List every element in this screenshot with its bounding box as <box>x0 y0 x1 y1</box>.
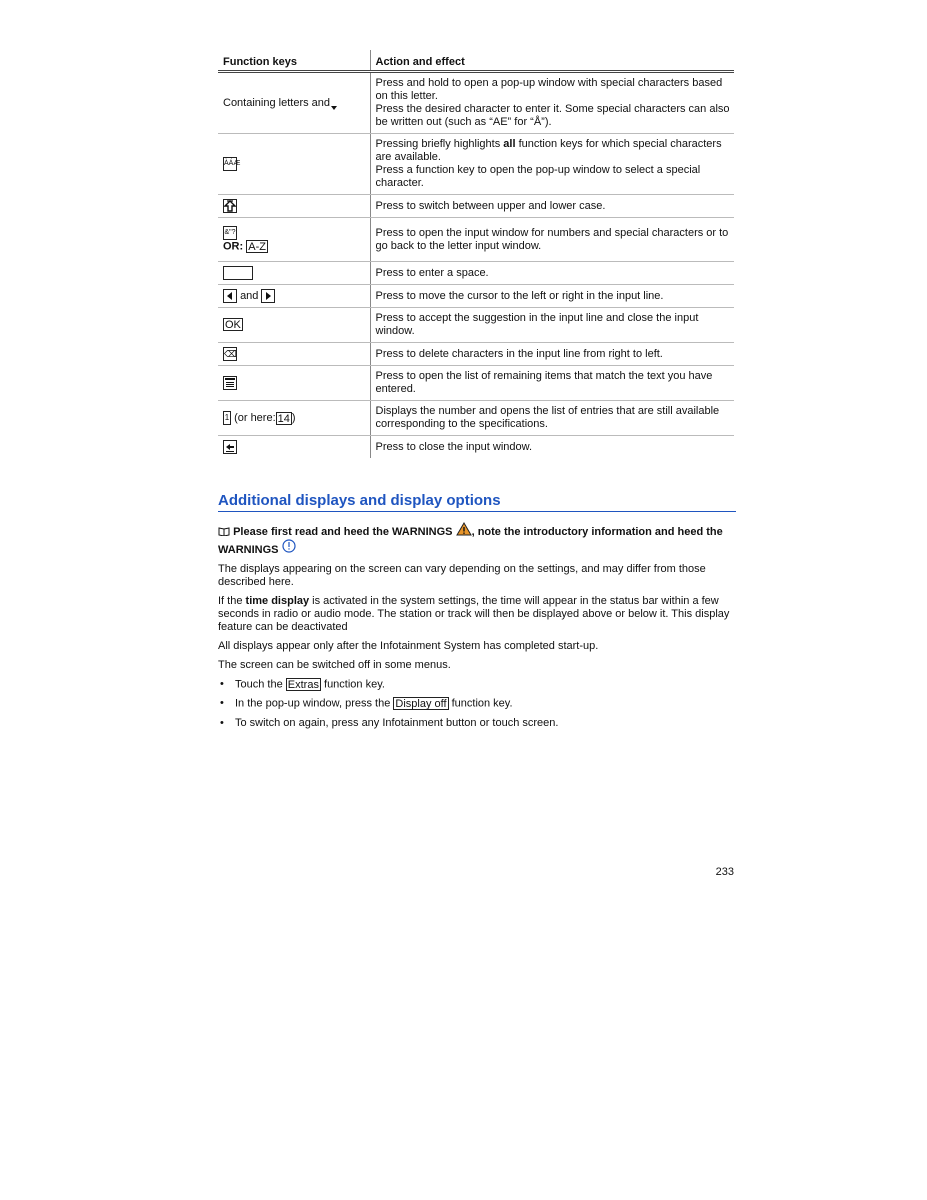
backspace-icon: ⌫ <box>224 349 237 359</box>
display-off-key: Display off <box>395 698 447 711</box>
action-cell: Press to switch between upper and lower case. <box>370 195 734 218</box>
warning-triangle-icon <box>456 522 472 536</box>
key-text: Containing letters and <box>223 96 331 109</box>
warn-text: Please first read and heed the WARNINGS <box>233 526 453 538</box>
action-cell: Press to enter a space. <box>370 262 734 285</box>
step-text: function key. <box>320 678 385 691</box>
key-cell <box>218 401 370 436</box>
p2-text: If the <box>218 595 246 607</box>
header-action-effect: Action and effect <box>370 50 734 72</box>
key-cell <box>218 308 370 343</box>
action-cell: Press to delete characters in the input line from right to left. <box>370 343 734 366</box>
warnings-note <box>218 522 736 557</box>
table-row <box>218 343 734 366</box>
section-title: Additional displays and display options <box>218 492 736 512</box>
arrow-left-icon <box>223 289 237 303</box>
special-chars-icon: ÀÁÆ <box>223 157 237 171</box>
table-row <box>218 218 734 262</box>
action-cell: Press to move the cursor to the left or right in the input line. <box>370 285 734 308</box>
table-row <box>218 436 734 459</box>
key-cell <box>218 218 370 262</box>
action-cell: Press to accept the suggestion in the input line and close the input window. <box>370 308 734 343</box>
step-text: To switch on again, press any Infotainment button or touch screen. <box>235 716 559 729</box>
step-text: Touch the <box>235 678 286 691</box>
function-keys-table <box>218 50 734 458</box>
table-header-row <box>218 50 734 72</box>
action-text: function keys for which special characters are available. Press a function key to open the pop-up window to select a special character. <box>375 138 722 189</box>
step-text: function key. <box>448 697 513 710</box>
paragraph-2 <box>218 595 736 634</box>
function-keys-table-wrap <box>218 50 736 458</box>
table-row <box>218 308 734 343</box>
list-item <box>218 678 736 691</box>
book-icon <box>218 526 230 536</box>
paragraph-3: All displays appear only after the Infotainment System has completed start-up. <box>218 640 599 652</box>
list-item <box>218 717 736 730</box>
key-cell <box>218 285 370 308</box>
bullet: • <box>220 678 224 690</box>
header-function-keys: Function keys <box>218 50 370 72</box>
table-row <box>218 262 734 285</box>
a-z-key: A-Z <box>248 240 266 253</box>
bullet: • <box>220 697 224 710</box>
triangle-down-icon <box>331 106 337 110</box>
or-here-label: (or here: <box>234 411 276 424</box>
action-cell <box>370 134 734 195</box>
key-cell <box>218 366 370 401</box>
list-item <box>218 697 736 710</box>
warn-text: , note the introductory information and heed the WARNINGS <box>218 526 723 556</box>
key-cell <box>218 72 370 134</box>
action-cell: Press and hold to open a pop-up window with special characters based on this letter. Press the desired character to enter it. Some special characters can also be written out (such as “AE” for “Å”). <box>370 72 734 134</box>
arrow-right-icon <box>261 289 275 303</box>
key-cell <box>218 343 370 366</box>
section-body <box>218 522 736 736</box>
or-label: OR: <box>223 240 244 253</box>
info-circle-icon <box>282 539 296 553</box>
action-cell: Press to open the list of remaining items that match the text you have entered. <box>370 366 734 401</box>
ok-key: OK <box>225 319 241 332</box>
table-row <box>218 285 734 308</box>
table-row <box>218 401 734 436</box>
bullet: • <box>220 716 224 729</box>
back-close-icon <box>223 440 237 454</box>
step-text: In the pop-up window, press the <box>235 697 394 710</box>
table-row <box>218 366 734 401</box>
steps-list <box>218 678 736 730</box>
list-icon <box>223 376 237 390</box>
close-paren: ) <box>291 411 296 424</box>
space-key-icon <box>223 266 253 280</box>
action-cell: Press to close the input window. <box>370 436 734 459</box>
count-icon: 1 <box>223 411 231 425</box>
key-cell <box>218 262 370 285</box>
key-cell <box>218 134 370 195</box>
count-key: 14 <box>277 412 290 425</box>
page-number: 233 <box>715 866 734 878</box>
table-row <box>218 72 734 134</box>
numbers-symbols-icon: &"? <box>223 226 237 240</box>
paragraph-4: The screen can be switched off in some menus. <box>218 659 451 671</box>
extras-key: Extras <box>287 679 319 691</box>
p2-text: is activated in the system settings, the time will appear in the status bar within a few seconds in radio or audio mode. The station or track will then be displayed above or below it. This display feature can be deactivated <box>218 595 730 633</box>
action-cell: Press to open the input window for numbers and special characters or to go back to the letter input window. <box>370 218 734 262</box>
key-cell <box>218 436 370 459</box>
paragraph-1: The displays appearing on the screen can vary depending on the settings, and may differ from those described here. <box>218 563 706 588</box>
action-bold: all <box>503 138 516 150</box>
and-label: and <box>240 289 259 302</box>
shift-icon <box>223 199 237 213</box>
key-cell <box>218 195 370 218</box>
p2-bold: time display <box>245 595 310 607</box>
action-cell: Displays the number and opens the list of entries that are still available corresponding to the specifications. <box>370 401 734 436</box>
action-text: Pressing briefly highlights <box>375 138 504 150</box>
table-row <box>218 134 734 195</box>
table-row <box>218 195 734 218</box>
